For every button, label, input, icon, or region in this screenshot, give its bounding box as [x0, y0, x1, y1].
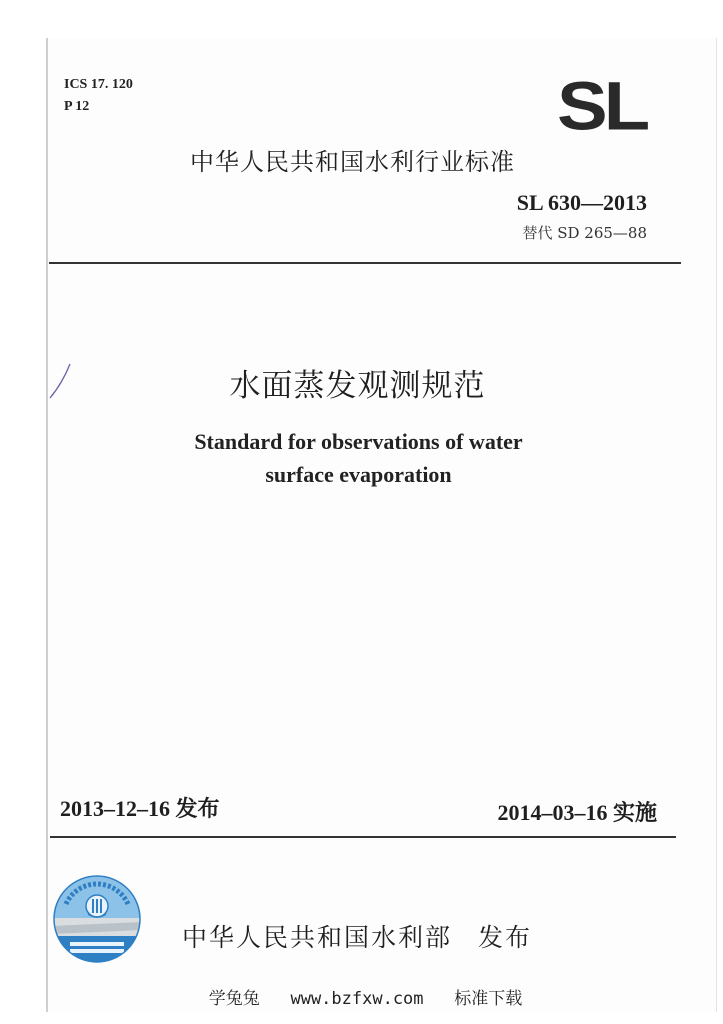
issue-date: 2013–12–16 发布 [60, 796, 220, 821]
top-rule [49, 262, 681, 264]
ministry-standard-title: 中华人民共和国水利行业标准 [190, 148, 515, 176]
title-english-line2: surface evaporation [265, 462, 452, 487]
publisher-seal-icon [52, 874, 142, 966]
ics-code: ICS 17. 120 [64, 77, 133, 92]
footer-watermark [0, 984, 723, 1009]
title-english-line1: Standard for observations of water [194, 429, 523, 454]
publisher-name: 中华人民共和国水利部 [182, 923, 453, 952]
bottom-rule [50, 836, 676, 838]
footer-site-name: 学兔兔 [208, 989, 260, 1009]
title-chinese-text: 水面蒸发观测规范 [229, 368, 486, 404]
classification-code: P 12 [64, 99, 90, 114]
implementation-date: 2014–03–16 实施 [497, 800, 657, 825]
title-english [0, 425, 723, 491]
publisher-line [182, 918, 532, 954]
footer-tagline: 标准下载 [454, 989, 523, 1009]
sl-logo: SL [557, 68, 647, 145]
standard-number: SL 630—2013 [516, 190, 647, 215]
ics-block [64, 74, 133, 118]
footer-url[interactable]: www.bzfxw.com [290, 989, 424, 1009]
replaces-standard: 替代 SD 265—88 [522, 224, 647, 242]
title-chinese [0, 360, 723, 405]
publisher-action: 发布 [478, 923, 533, 952]
document-page [46, 38, 717, 1012]
